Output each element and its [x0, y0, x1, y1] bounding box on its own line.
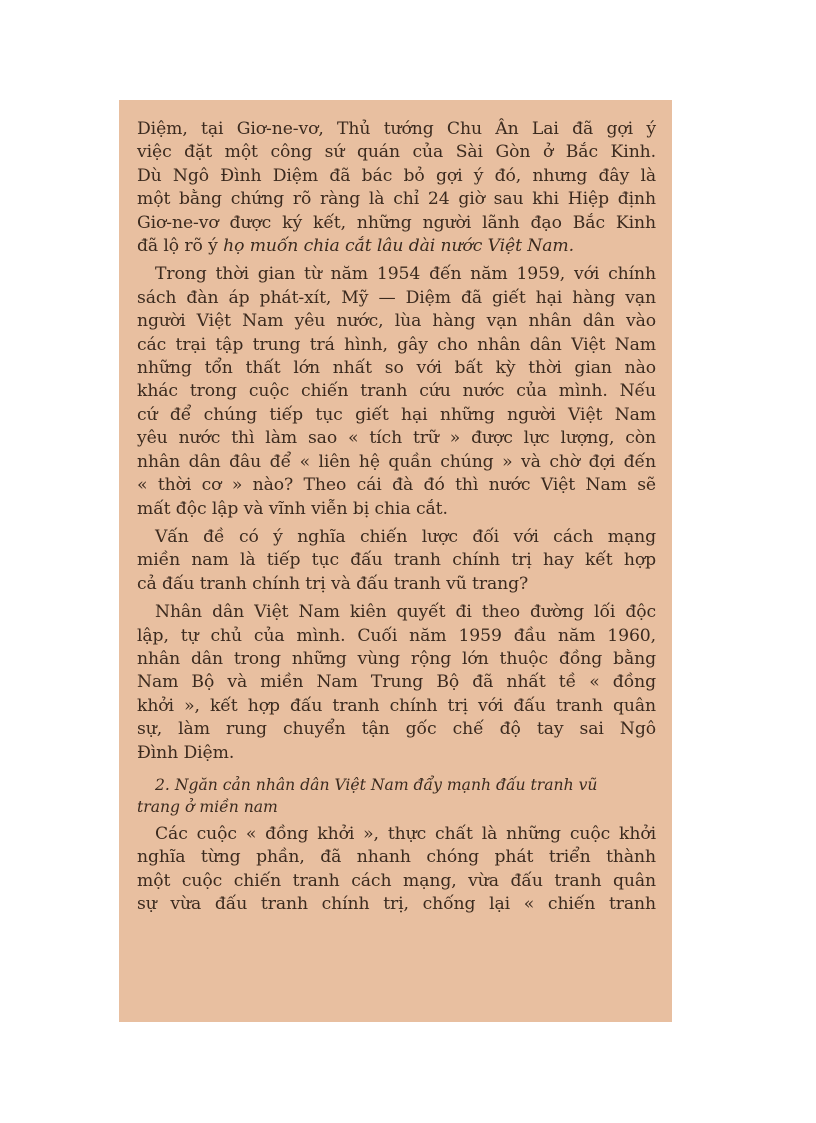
paragraph-5 — [137, 823, 656, 917]
text-line: « thời cơ » nào? Theo cái đà đó thì nước Việt Nam sẽ — [137, 475, 656, 496]
text-line: khởi », kết hợp đấu tranh chính trị với đấu tranh quân — [137, 695, 656, 716]
paragraph-4 — [137, 601, 656, 765]
text-line: một cuộc chiến tranh cách mạng, vừa đấu tranh quân — [137, 870, 656, 891]
text-line: lập, tự chủ của mình. Cuối năm 1959 đầu năm 1960, — [137, 625, 656, 646]
text-line: nghĩa từng phần, đã nhanh chóng phát triển thành — [137, 847, 656, 868]
scanned-book-page — [119, 100, 672, 1022]
heading-line: 2. Ngăn cản nhân dân Việt Nam đẩy mạnh đấu tranh vũ — [155, 775, 598, 794]
text-line: Nam Bộ và miền Nam Trung Bộ đã nhất tề « đồng — [137, 672, 656, 693]
text-line: Nhân dân Việt Nam kiên quyết đi theo đường lối độc — [155, 602, 656, 623]
text-line: khác trong cuộc chiến tranh cứu nước của mình. Nếu — [137, 381, 656, 402]
text-line: Vấn đề có ý nghĩa chiến lược đối với cách mạng — [155, 526, 656, 547]
text-line: yêu nước thì làm sao « tích trữ » được lực lượng, còn — [137, 428, 656, 449]
text-line: Giơ-ne-vơ được ký kết, những người lãnh đạo Bắc Kinh — [137, 212, 656, 233]
text-line: miền nam là tiếp tục đấu tranh chính trị hay kết hợp — [137, 550, 656, 571]
text-italic: họ muốn chia cắt lâu dài nước Việt Nam. — [223, 236, 574, 257]
text-line: các trại tập trung trá hình, gây cho nhân dân Việt Nam — [137, 334, 656, 355]
text-line: những tổn thất lớn nhất so với bất kỳ thời gian nào — [137, 358, 656, 379]
text-plain: đã lộ rõ ý — [137, 236, 224, 257]
text-line: việc đặt một công sứ quán của Sài Gòn ở Bắc Kinh. — [137, 142, 656, 163]
text-line: người Việt Nam yêu nước, lùa hàng vạn nhân dân vào — [137, 311, 656, 332]
paragraph-1 — [137, 118, 656, 258]
text-line: sự vừa đấu tranh chính trị, chống lại « chiến tranh — [137, 894, 656, 915]
text-line: sách đàn áp phát-xít, Mỹ — Diệm đã giết hại hàng vạn — [137, 287, 656, 308]
section-heading — [137, 774, 656, 818]
text-line: mất độc lập và vĩnh viễn bị chia cắt. — [137, 498, 448, 519]
text-line — [137, 235, 656, 258]
paragraph-2 — [137, 263, 656, 520]
text-line: Dù Ngô Đình Diệm đã bác bỏ gợi ý đó, nhưng đây là — [137, 165, 656, 186]
text-line: cứ để chúng tiếp tục giết hại những người Việt Nam — [137, 404, 656, 425]
text-line: Trong thời gian từ năm 1954 đến năm 1959, với chính — [155, 264, 656, 285]
text-line: một bằng chứng rõ ràng là chỉ 24 giờ sau khi Hiệp định — [137, 189, 656, 210]
paragraph-3 — [137, 526, 656, 596]
text-line: cả đấu tranh chính trị và đấu tranh vũ trang? — [137, 573, 529, 594]
text-line: nhân dân trong những vùng rộng lớn thuộc đồng bằng — [137, 648, 656, 669]
text-line: Đình Diệm. — [137, 742, 235, 763]
text-line: sự, làm rung chuyển tận gốc chế độ tay sai Ngô — [137, 719, 656, 740]
text-line: nhân dân đâu để « liên hệ quần chúng » và chờ đợi đến — [137, 451, 656, 472]
text-line: Diệm, tại Giơ-ne-vơ, Thủ tướng Chu Ân Lai đã gợi ý — [137, 119, 656, 139]
heading-line: trang ở miền nam — [137, 797, 278, 816]
text-line: Các cuộc « đồng khởi », thực chất là những cuộc khởi — [155, 823, 656, 844]
